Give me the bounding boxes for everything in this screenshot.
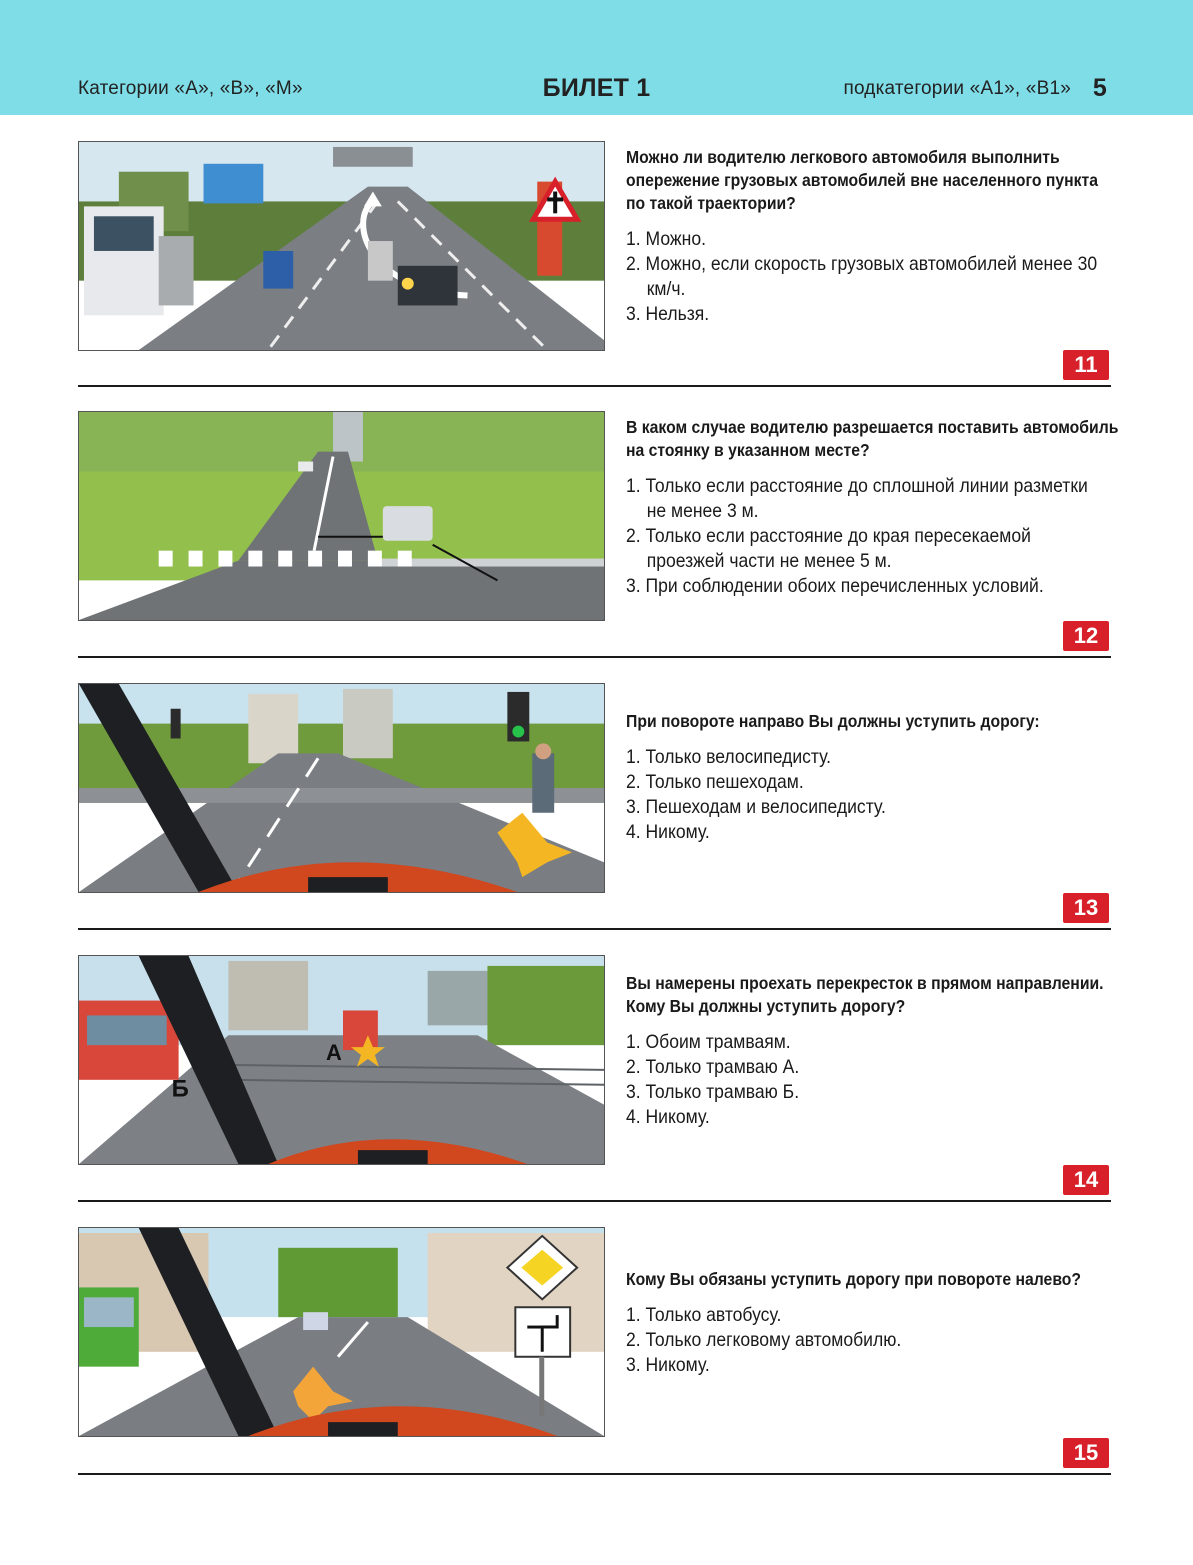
- question-text: Кому Вы обязаны уступить дорогу при повороте налево?: [626, 1269, 1082, 1289]
- divider: [78, 1473, 1111, 1475]
- answer-list: [626, 474, 1112, 599]
- answer-option[interactable]: 2. Только легковому автомобилю.: [626, 1329, 902, 1351]
- answer-list: [626, 1030, 1112, 1130]
- answer-option[interactable]: 3. Нельзя.: [626, 303, 710, 325]
- answer-list: [626, 1303, 1112, 1378]
- question-image-left-turn: [78, 1227, 605, 1437]
- question-image-right-turn: [78, 683, 605, 893]
- question-number-badge: 11: [1063, 350, 1109, 380]
- answer-list: [626, 745, 1112, 845]
- question-image-trams: [78, 955, 605, 1165]
- answer-option[interactable]: 3. Пешеходам и велосипедисту.: [626, 796, 886, 818]
- question-number-badge: 15: [1063, 1438, 1109, 1468]
- answer-option[interactable]: 2. Только пешеходам.: [626, 771, 804, 793]
- answer-option[interactable]: 1. Только велосипедисту.: [626, 746, 832, 768]
- tram-b-label: Б: [171, 1075, 189, 1103]
- answer-list: [626, 227, 1112, 327]
- answer-option[interactable]: 2. Только если расстояние до края пересекаемой проезжей части не менее 5 м.: [626, 525, 1031, 572]
- answer-option[interactable]: 4. Никому.: [626, 1106, 710, 1128]
- header-categories: Категории «A», «B», «M»: [78, 78, 303, 99]
- question-number-badge: 12: [1063, 621, 1109, 651]
- divider: [78, 928, 1111, 930]
- question-text: Можно ли водителю легкового автомобиля выполнить опережение грузовых автомобилей вне населенного пункта по такой траектории?: [626, 147, 1099, 213]
- header-subcategories: подкатегории «A1», «B1»: [843, 78, 1071, 99]
- question-text: Вы намерены проехать перекресток в прямом направлении. Кому Вы должны уступить дорогу?: [626, 973, 1104, 1016]
- tram-a-label: А: [326, 1040, 342, 1065]
- question-text: В каком случае водителю разрешается поставить автомобиль на стоянку в указанном месте?: [626, 417, 1119, 460]
- answer-option[interactable]: 3. Никому.: [626, 1354, 710, 1376]
- answer-option[interactable]: 1. Обоим трамваям.: [626, 1031, 791, 1053]
- answer-option[interactable]: 1. Только автобусу.: [626, 1304, 782, 1326]
- answer-option[interactable]: 2. Только трамваю А.: [626, 1056, 800, 1078]
- ticket-title: БИЛЕТ 1: [542, 74, 651, 102]
- answer-option[interactable]: 1. Можно.: [626, 228, 706, 250]
- divider: [78, 385, 1111, 387]
- answer-option[interactable]: 2. Можно, если скорость грузовых автомобилей менее 30 км/ч.: [626, 253, 1098, 300]
- divider: [78, 656, 1111, 658]
- question-text: При повороте направо Вы должны уступить дорогу:: [626, 711, 1040, 731]
- question-image-parking: [78, 411, 605, 621]
- question-number-badge: 13: [1063, 893, 1109, 923]
- question-number-badge: 14: [1063, 1165, 1109, 1195]
- question-image-highway: [78, 141, 605, 351]
- answer-option[interactable]: 1. Только если расстояние до сплошной линии разметки не менее 3 м.: [626, 475, 1088, 522]
- divider: [78, 1200, 1111, 1202]
- answer-option[interactable]: 3. Только трамваю Б.: [626, 1081, 800, 1103]
- answer-option[interactable]: 4. Никому.: [626, 821, 710, 843]
- page-number: 5: [1092, 74, 1107, 102]
- answer-option[interactable]: 3. При соблюдении обоих перечисленных условий.: [626, 575, 1044, 597]
